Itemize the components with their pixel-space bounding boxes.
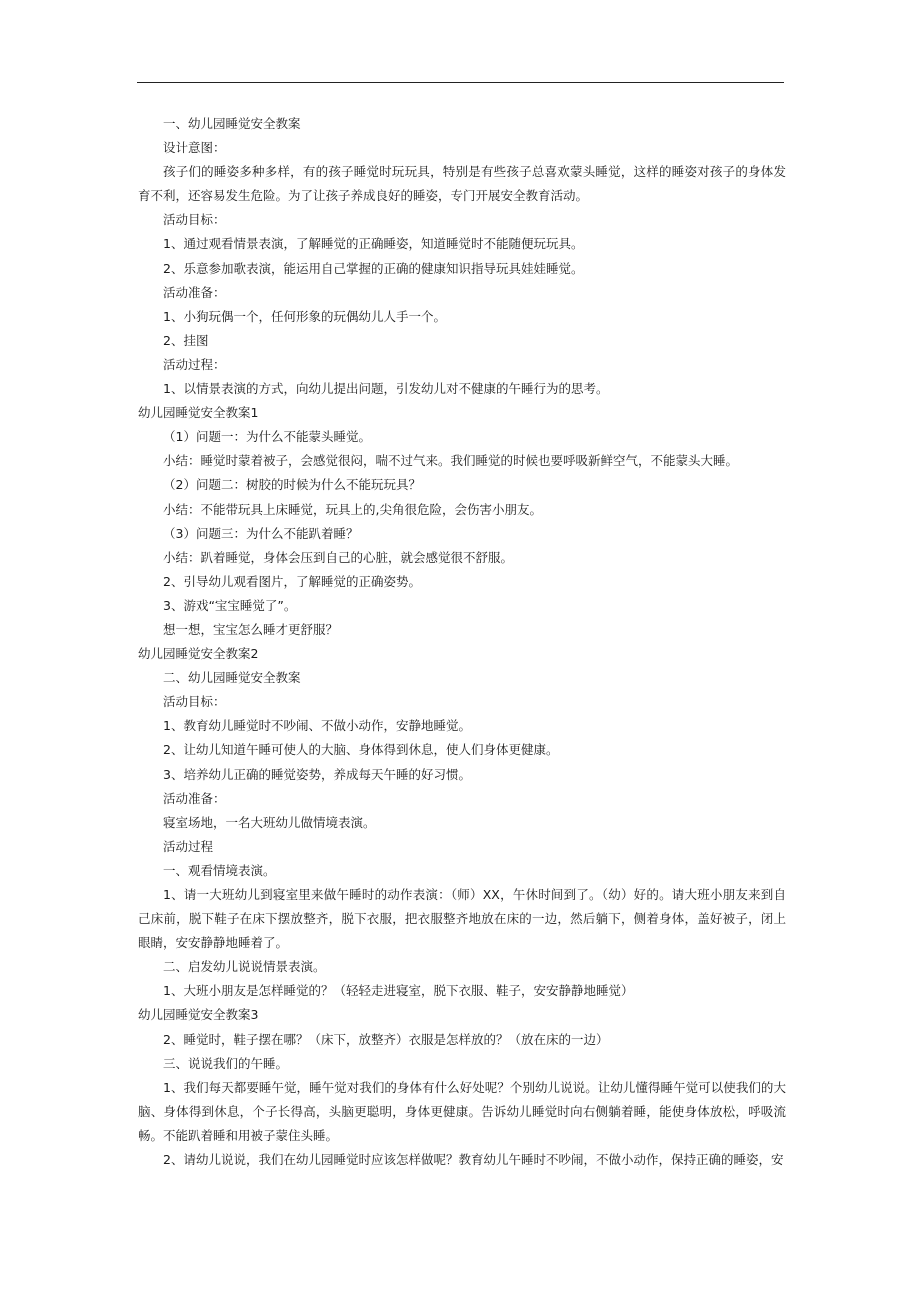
paragraph: 1、教育幼儿睡觉时不吵闹、不做小动作，安静地睡觉。 bbox=[163, 718, 471, 734]
paragraph: 2、挂图 bbox=[163, 332, 209, 348]
paragraph: 寝室场地，一名大班幼儿做情境表演。 bbox=[163, 814, 376, 830]
paragraph: 一、幼儿园睡觉安全教案 bbox=[163, 116, 301, 131]
paragraph: 1、请一大班幼儿到寝室里来做午睡时的动作表演：（师）XX，午休时间到了。（幼）好的。请大班小朋友来到自己床前，脱下鞋子在床下摆放整齐，脱下衣服，把衣服整齐地放在床的一边，然后躺下，侧着身体，盖好被子，闭上眼睛，安安静静地睡着了。 bbox=[138, 887, 786, 951]
section-caption: 幼儿园睡觉安全教案1 bbox=[138, 405, 259, 421]
section-caption: 幼儿园睡觉安全教案3 bbox=[138, 1007, 259, 1023]
paragraph: 活动目标： bbox=[163, 212, 226, 228]
paragraph: 小结：不能带玩具上床睡觉，玩具上的,尖角很危险，会伤害小朋友。 bbox=[163, 501, 542, 517]
paragraph: 3、游戏“宝宝睡觉了”。 bbox=[163, 597, 297, 613]
paragraph: 1、我们每天都要睡午觉，睡午觉对我们的身体有什么好处呢？个别幼儿说说。让幼儿懂得睡午觉可以使我们的大脑、身体得到休息，个子长得高，头脑更聪明，身体更健康。告诉幼儿睡觉时向右侧躺着睡，能使身体放松，呼吸流畅。不能趴着睡和用被子蒙住头睡。 bbox=[138, 1079, 786, 1143]
document-body bbox=[138, 112, 786, 1172]
paragraph: 1、以情景表演的方式，向幼儿提出问题，引发幼儿对不健康的午睡行为的思考。 bbox=[163, 381, 609, 397]
paragraph: 1、小狗玩偶一个，任何形象的玩偶幼儿人手一个。 bbox=[163, 308, 446, 324]
paragraph: 小结：趴着睡觉，身体会压到自己的心脏，就会感觉很不舒服。 bbox=[163, 549, 514, 565]
paragraph: 活动目标： bbox=[163, 694, 226, 710]
paragraph: 小结：睡觉时蒙着被子，会感觉很闷，喘不过气来。我们睡觉的时候也要呼吸新鲜空气，不能蒙头大睡。 bbox=[163, 453, 739, 469]
paragraph: 活动准备： bbox=[163, 790, 226, 806]
paragraph: 3、培养幼儿正确的睡觉姿势，养成每天午睡的好习惯。 bbox=[163, 766, 471, 782]
paragraph: （1）问题一：为什么不能蒙头睡觉。 bbox=[163, 429, 371, 445]
paragraph: 活动准备： bbox=[163, 284, 226, 300]
paragraph: 2、让幼儿知道午睡可使人的大脑、身体得到休息，使人们身体更健康。 bbox=[163, 742, 559, 758]
paragraph: 2、引导幼儿观看图片，了解睡觉的正确姿势。 bbox=[163, 573, 421, 589]
paragraph: 2、乐意参加歌表演，能运用自己掌握的正确的健康知识指导玩具娃娃睡觉。 bbox=[163, 260, 584, 276]
paragraph: 三、说说我们的午睡。 bbox=[163, 1055, 289, 1071]
section-caption: 幼儿园睡觉安全教案2 bbox=[138, 646, 259, 662]
paragraph: （2）问题二：树胶的时候为什么不能玩玩具？ bbox=[163, 477, 421, 493]
paragraph: 2、请幼儿说说，我们在幼儿园睡觉时应该怎样做呢？教育幼儿午睡时不吵闹，不做小动作，保持正确的睡姿，安 bbox=[163, 1152, 784, 1168]
paragraph: 想一想，宝宝怎么睡才更舒服？ bbox=[163, 621, 339, 637]
paragraph: 设计意图： bbox=[163, 140, 226, 156]
paragraph: 2、睡觉时，鞋子摆在哪？（床下，放整齐）衣服是怎样放的？（放在床的一边） bbox=[163, 1031, 609, 1047]
paragraph: 活动过程 bbox=[163, 838, 214, 854]
paragraph: 一、观看情境表演。 bbox=[163, 862, 276, 878]
paragraph: 1、通过观看情景表演，了解睡觉的正确睡姿，知道睡觉时不能随便玩玩具。 bbox=[163, 236, 584, 252]
header-rule bbox=[137, 82, 784, 83]
paragraph: 孩子们的睡姿多种多样，有的孩子睡觉时玩玩具，特别是有些孩子总喜欢蒙头睡觉，这样的睡姿对孩子的身体发育不利，还容易发生危险。为了让孩子养成良好的睡姿，专门开展安全教育活动。 bbox=[138, 164, 786, 204]
paragraph: 活动过程： bbox=[163, 356, 226, 372]
paragraph: 二、幼儿园睡觉安全教案 bbox=[163, 670, 301, 686]
paragraph: 二、启发幼儿说说情景表演。 bbox=[163, 959, 326, 975]
paragraph: 1、大班小朋友是怎样睡觉的？（轻轻走进寝室，脱下衣服、鞋子，安安静静地睡觉） bbox=[163, 983, 634, 999]
paragraph: （3）问题三：为什么不能趴着睡？ bbox=[163, 525, 359, 541]
